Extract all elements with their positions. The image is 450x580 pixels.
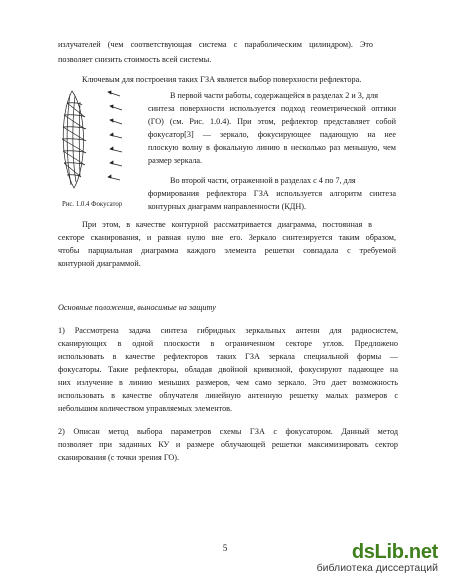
text-line: При этом, в качестве контурной рассматривается диаграмма, постоянная в [82, 220, 372, 229]
focuser-figure [58, 88, 128, 198]
text-line: них излучение в линию меньших размеров, чем само зеркало. Это дает возможность [58, 378, 398, 387]
text-line: размер зеркала. [148, 156, 203, 165]
text-line: сканирования (с точки зрения ГО). [58, 453, 180, 462]
text-line: использовать в качестве облучателя линейную антенную решетку малых размеров с [58, 391, 398, 400]
text-line: секторе сканирования, и равная нулю вне его. Зеркало синтезируется таким образом, [58, 233, 396, 242]
text-line: позволяет снизить стоимость всей системы. [58, 55, 212, 64]
watermark-subtitle: библиотека диссертаций [316, 562, 438, 574]
figure-caption: Рис. 1.0.4 Фокусатор [62, 201, 123, 208]
text-line: контурной диаграммой. [58, 259, 141, 268]
text-line: небольшим количеством управляемых элементов. [58, 404, 233, 413]
text-line: формирования рефлектора ГЗА используется алгоритм синтеза [148, 189, 396, 198]
text-line: использовать в качестве рефлекторов таких ГЗА зеркала специальной формы — [58, 352, 398, 361]
watermark-logo: dsLib.net [351, 541, 438, 563]
text-line: сканирующих в одной плоскости в ограниченном секторе углов. Предложено [58, 339, 398, 348]
text-line: синтеза поверхности используется подход геометрической оптики [148, 104, 396, 113]
text-line: фокусаторы. Такие рефлекторы, обладая двойной кривизной, фокусируют падающее на [58, 365, 398, 374]
text-line: позволяет при заданных КУ и размере облучающей решетки максимизировать сектор [58, 440, 398, 449]
text-line: Во второй части, отраженной в разделах с 4 по 7, для [170, 176, 356, 185]
page-number: 5 [222, 543, 228, 553]
text-line: чтобы парциальная диаграмма каждого элемента решетки совпадала с требуемой [58, 246, 396, 255]
watermark [317, 542, 438, 574]
text-line: фокусатор[3] — зеркало, фокусирующее падающую на нее [148, 130, 396, 139]
text-line: излучателей (чем соответствующая система с параболическим цилиндром). Это [58, 40, 373, 49]
text-line: плоскую волну в фокальную линию в несколько раз меньшую, чем [148, 143, 396, 152]
section-heading: Основные положения, выносимые на защиту [58, 303, 216, 312]
text-line: В первой части работы, содержащейся в разделах 2 и 3, для [170, 91, 378, 100]
text-line: Ключевым для построения таких ГЗА является выбор поверхности рефлектора. [82, 75, 362, 84]
text-line: контурных диаграмм направленности (КДН). [148, 202, 307, 211]
focuser-mirror-illustration [58, 88, 128, 193]
text-line: 1) Рассмотрена задача синтеза гибридных зеркальных антенн для радиосистем, [58, 326, 398, 335]
text-line: (ГО) (см. Рис. 1.0.4). При этом, рефлектор представляет собой [148, 117, 396, 126]
text-line: 2) Описан метод выбора параметров схемы ГЗА с фокусатором. Данный метод [58, 427, 398, 436]
